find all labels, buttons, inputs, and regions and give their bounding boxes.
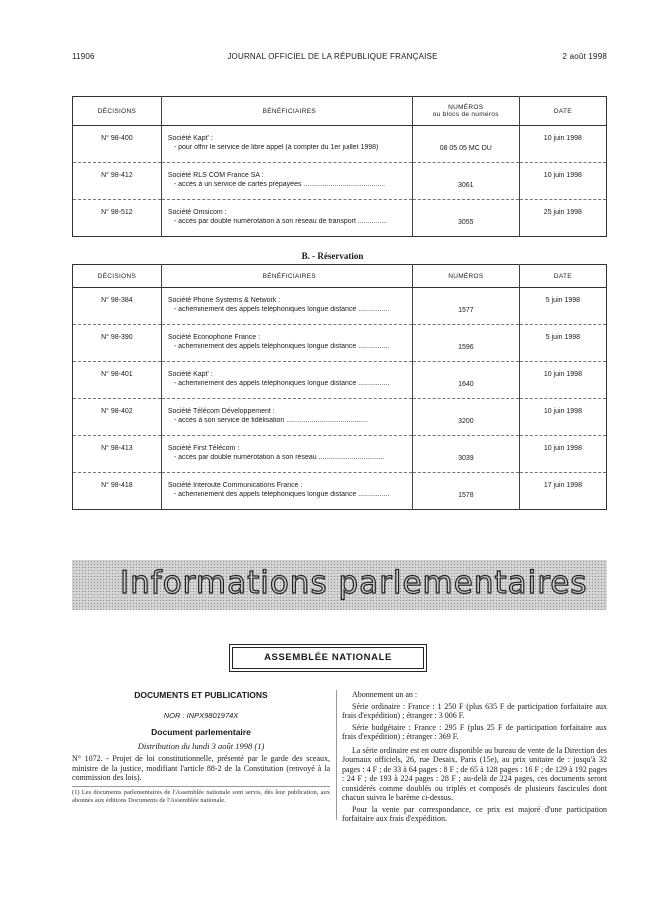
documents-heading: DOCUMENTS ET PUBLICATIONS <box>134 690 268 700</box>
page-number: 11906 <box>72 52 95 61</box>
beneficiaire-detail: - acheminement des appels téléphoniques longue distance ................ <box>173 306 390 313</box>
beneficiaire-detail: - accès par double numérotation à son réseau .................................. <box>173 454 385 461</box>
beneficiaire-detail: - acheminement des appels téléphoniques longue distance ................ <box>173 491 390 498</box>
date-cell: 17 juin 1998 <box>519 473 606 510</box>
column-divider <box>336 690 337 820</box>
section-title-reservation: B. - Réservation <box>301 251 364 261</box>
table-row <box>73 200 607 237</box>
beneficiaire-name: Société RLS COM France SA : <box>167 172 264 179</box>
table-row <box>73 436 607 473</box>
decision-cell: N° 98-401 <box>73 362 162 399</box>
table-row <box>73 399 607 436</box>
col-date: DATE <box>519 97 606 126</box>
beneficiaire-name: Société Interoute Communications France : <box>167 482 303 489</box>
beneficiaire-cell <box>161 473 412 510</box>
footnote: (1) Les documents parlementaires de l'Assemblée nationale sont servis, dès leur publication, aux abonnés aux éditions Documents de l'Assemblée nationale. <box>72 789 330 804</box>
date-cell: 25 juin 1998 <box>519 200 606 237</box>
decision-cell: N° 98-413 <box>73 436 162 473</box>
numero-value: 3061 <box>457 182 474 189</box>
issue-date: 2 août 1998 <box>562 52 607 61</box>
col-decisions: DÉCISIONS <box>73 97 162 126</box>
reservation-table <box>72 264 607 510</box>
beneficiaire-detail: - accès à un service de cartes prépayées .......................................... <box>173 181 386 188</box>
col-numeros-sub: ou blocs de numéros <box>432 111 499 118</box>
decision-cell: N° 98-390 <box>73 325 162 362</box>
beneficiaire-name: Société First Télécom : <box>167 445 240 452</box>
beneficiaire-name: Société Phone Systems & Network : <box>167 297 281 304</box>
decision-cell: N° 98-402 <box>73 399 162 436</box>
nor-reference: NOR : INPX9801974X <box>163 711 239 720</box>
vente-bureau: La série ordinaire est en outre disponible au bureau de vente de la Direction des Journaux officiels, 26, rue Desaix, Paris (15e), au prix unitaire de : jusqu'à 32 pages : 4 F ; de 33 à 64 pages : 8 F ; de 65 à 128 pages : 16 F ; de 129 à 192 pages : 24 F ; de 193 à 224 pages : 28 F ; au-delà de 224 pages, ces documents seront considérés comme doublés ou triplés et composés de plusieurs fascicules dont chacun suivra le barème ci-dessus. <box>342 745 608 802</box>
beneficiaire-detail: - pour offrir le service de libre appel (à compter du 1er juillet 1998) <box>173 144 379 151</box>
vente-correspondance: Pour la vente par correspondance, ce prix est majoré d'une participation forfaitaire aux frais d'expédition. <box>342 804 607 823</box>
table-row <box>73 362 607 399</box>
beneficiaire-detail: - acheminement des appels téléphoniques longue distance ................ <box>173 380 390 387</box>
decision-cell: N° 98-418 <box>101 482 133 489</box>
col-decisions: DÉCISIONS <box>73 265 162 288</box>
abonnement-block <box>342 690 607 824</box>
beneficiaire-name: Société Télécom Développement : <box>167 408 275 415</box>
numero-value: 1577 <box>458 307 474 314</box>
beneficiaire-cell <box>161 200 412 237</box>
decision-cell: N° 98-512 <box>101 209 133 216</box>
beneficiaire-cell <box>161 163 412 200</box>
table-row <box>73 163 607 200</box>
date-cell: 5 juin 1998 <box>519 288 606 325</box>
beneficiaire-detail: - acheminement des appels téléphoniques longue distance ................ <box>173 343 390 350</box>
col-date: DATE <box>519 265 606 288</box>
date-cell: 10 juin 1998 <box>519 163 606 200</box>
table-row <box>73 288 607 325</box>
table-header-row <box>73 97 607 126</box>
table-header-row <box>73 265 607 288</box>
beneficiaire-cell <box>161 288 412 325</box>
distribution-line: Distribution du lundi 3 août 1998 (1) <box>137 741 265 751</box>
date-cell: 10 juin 1998 <box>519 399 606 436</box>
beneficiaire-cell <box>161 325 412 362</box>
attribution-table <box>72 96 607 237</box>
beneficiaire-detail: - accès par double numérotation à son réseau de transport ............... <box>173 218 388 225</box>
numero-cell <box>412 436 519 473</box>
decision-cell: N° 98-412 <box>73 163 162 200</box>
footnote-rule <box>72 786 330 787</box>
date-cell: 10 juin 1998 <box>519 362 606 399</box>
numero-value: 3055 <box>457 219 474 226</box>
beneficiaire-name: Société Econophone France : <box>167 334 261 341</box>
numero-cell <box>412 288 519 325</box>
beneficiaire-cell <box>161 126 412 163</box>
beneficiaire-name: Société Omsicom : <box>167 209 227 216</box>
section-banner <box>72 560 607 610</box>
numero-value: 1578 <box>458 492 474 499</box>
numero-value: 3039 <box>458 455 474 462</box>
decision-cell: N° 98-400 <box>73 126 162 163</box>
decision-cell: N° 98-384 <box>73 288 162 325</box>
numero-cell <box>412 473 519 510</box>
numero-value: 3200 <box>458 418 474 425</box>
date-cell: 10 juin 1998 <box>519 436 606 473</box>
numero-value: 08 05 05 MC DU <box>439 145 492 152</box>
col-beneficiaires: BÉNÉFICIAIRES <box>161 265 412 288</box>
date-cell: 10 juin 1998 <box>519 126 606 163</box>
numero-cell <box>412 126 519 163</box>
section-banner-title: Informations parlementaires <box>120 565 588 601</box>
numero-cell <box>412 325 519 362</box>
serie-ordinaire: Série ordinaire : France : 1 250 F (plus 635 F de participation forfaitaire aux frais d'expédition) ; étranger : 3 006 F. <box>342 701 607 720</box>
beneficiaire-cell <box>161 436 412 473</box>
table-row <box>73 473 607 510</box>
col-numeros-label: NUMÉROS <box>448 104 484 111</box>
serie-budgetaire: Série budgétaire : France : 295 F (plus 25 F de participation forfaitaire aux frais d'expédition) ; étranger : 369 F. <box>342 722 607 741</box>
col-numeros: NUMÉROS <box>412 265 519 288</box>
beneficiaire-cell <box>161 362 412 399</box>
beneficiaire-detail: - accès à son service de fidélisation .......................................... <box>173 417 368 424</box>
numero-cell <box>412 200 519 237</box>
numero-cell <box>412 362 519 399</box>
journal-title: JOURNAL OFFICIEL DE LA RÉPUBLIQUE FRANÇAISE <box>227 52 438 61</box>
projet-de-loi-text: N° 1072. - Projet de loi constitutionnelle, présenté par le garde des sceaux, ministre de la justice, modifiant l'article 88-2 de la Constitution (renvoyé à la commission des lois). <box>72 754 330 782</box>
numero-value: 1596 <box>458 344 474 351</box>
table-row <box>73 325 607 362</box>
assemblee-nationale-box: ASSEMBLÉE NATIONALE <box>232 647 424 669</box>
col-beneficiaires: BÉNÉFICIAIRES <box>161 97 412 126</box>
beneficiaire-name: Société Kapt' : <box>167 371 213 378</box>
table-row <box>73 126 607 163</box>
numero-cell <box>412 163 519 200</box>
abonnement-heading: Abonnement un an : <box>352 690 418 699</box>
beneficiaire-cell <box>161 399 412 436</box>
numero-cell <box>412 399 519 436</box>
beneficiaire-name: Société Kapt' : <box>167 135 213 142</box>
date-cell: 5 juin 1998 <box>519 325 606 362</box>
numero-value: 1640 <box>458 381 474 388</box>
col-numeros <box>412 97 519 126</box>
document-title: Document parlementaire <box>151 727 251 737</box>
